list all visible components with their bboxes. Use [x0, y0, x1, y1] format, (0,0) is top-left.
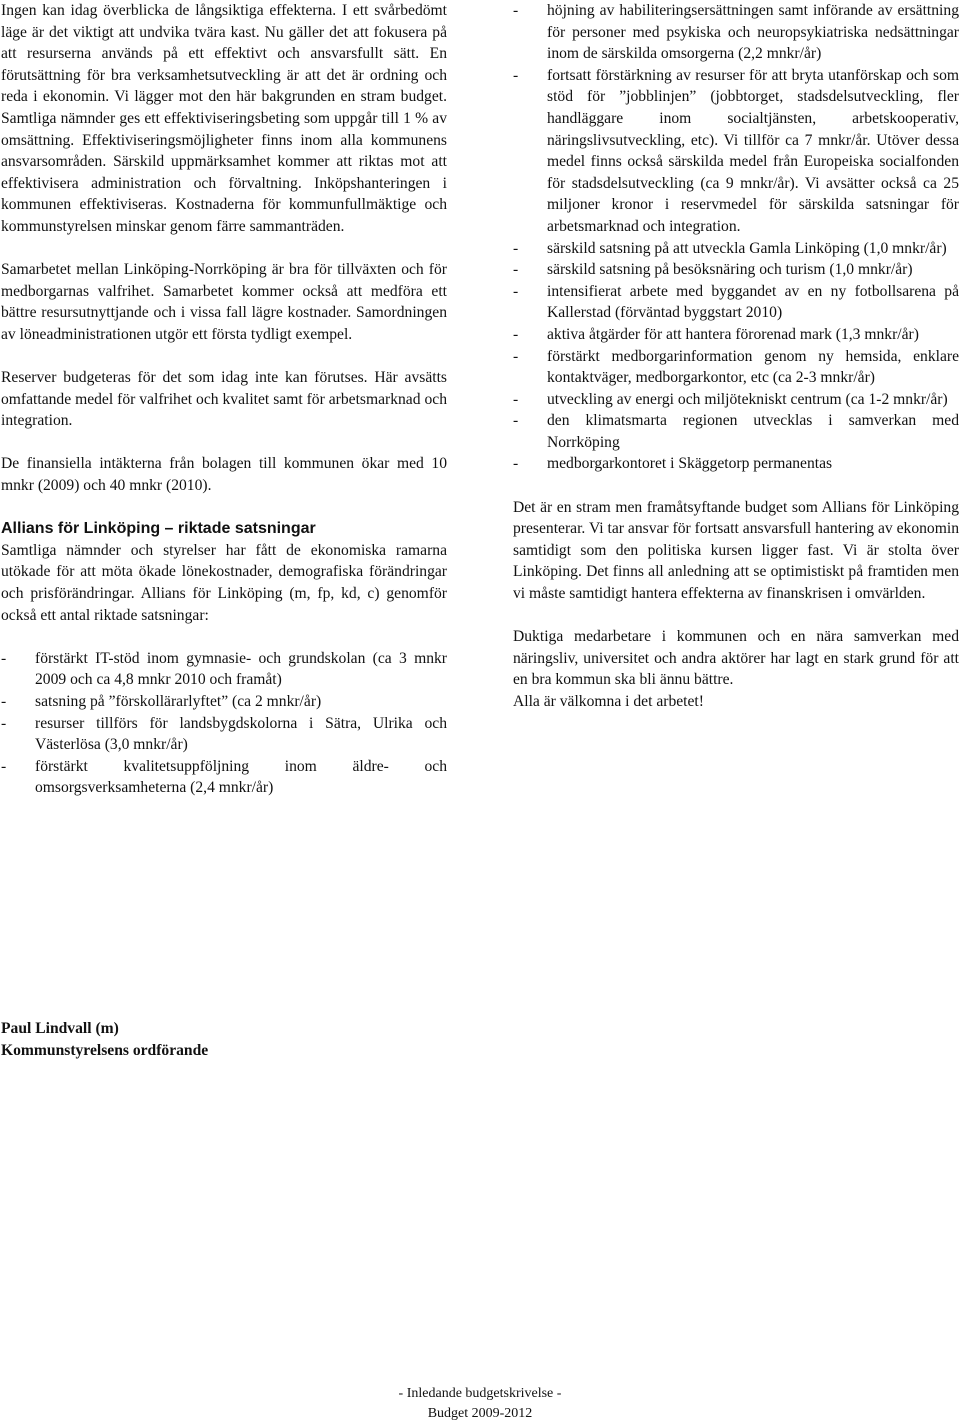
signature-title: Kommunstyrelsens ordförande: [1, 1041, 209, 1059]
paragraph: Samarbetet mellan Linköping-Norrköping är bra för tillväxten och för medborgarnas valfrihet. Samarbetet kommer också att medföra ett bättre resursutnyttjande och i vissa fall lägre kostnader. Samordningen av löneadministrationen utgör ett första tydligt exempel.: [1, 261, 447, 343]
list-item: [513, 410, 959, 453]
signature-name: Paul Lindvall (m): [1, 1020, 119, 1037]
list-item: [513, 0, 959, 65]
list-item: [513, 346, 959, 389]
list-marker: -: [513, 239, 519, 257]
list-marker: -: [513, 282, 519, 300]
paragraph: Det är en stram men framåtsyftande budget som Allians för Linköping presenterar. Vi tar ansvar för fortsatt ansvarsfull hantering av ekonomin samtidigt som den politiska kursen ligger fast. Vi är stolta över Linköping. Det finns all anledning att se optimistiskt på framtiden men vi måste samtidigt hantera effekterna av finanskrisen i omvärlden.: [513, 498, 959, 603]
list-marker: -: [1, 649, 7, 667]
list-marker: -: [513, 390, 519, 408]
list-item: [513, 238, 959, 260]
list-item: [513, 324, 959, 346]
list-item: [513, 389, 959, 411]
list-marker: -: [513, 261, 519, 279]
list-marker: -: [513, 66, 519, 84]
list-item-text: särskild satsning på besöksnäring och turism (1,0 mnkr/år): [547, 261, 913, 279]
list-item: [513, 259, 959, 281]
list-item: [1, 756, 447, 799]
list-marker: -: [1, 693, 7, 710]
right-column: [513, 0, 959, 713]
list-item: [513, 281, 959, 324]
list-item: [513, 65, 959, 238]
investment-list: [1, 648, 447, 799]
section-heading: Allians för Linköping – riktade satsningar: [1, 520, 316, 538]
list-item: [1, 691, 447, 713]
left-column: [1, 0, 447, 821]
page-footer: [0, 1384, 960, 1424]
closing-paragraph: Duktiga medarbetare i kommunen och en nära samverkan med näringsliv, universitet och andra aktörer har lagt en stark grund för att en bra kommun ska bli ännu bättre.: [513, 628, 959, 689]
list-item-text: den klimatsmarta regionen utvecklas i samverkan med Norrköping: [547, 412, 959, 451]
list-item: [513, 453, 959, 475]
list-marker: -: [1, 757, 7, 775]
list-marker: -: [513, 412, 519, 430]
paragraph: De finansiella intäkterna från bolagen till kommunen ökar med 10 mnkr (2009) och 40 mnkr (2010).: [1, 455, 447, 495]
list-item-text: aktiva åtgärder för att hantera förorenad mark (1,3 mnkr/år): [547, 325, 919, 343]
list-item-text: förstärkt kvalitetsuppföljning inom äldre- och omsorgsverksamheterna (2,4 mnkr/år): [35, 757, 447, 797]
list-item-text: fortsatt förstärkning av resurser för att bryta utanförskap och som stöd för ”jobblinjen” (jobbtorget, stadsdelsutveckling, fler handläggare inom socialtjänsten, arbetskooperativ, näringslivsutveckling, etc). Vi tillför ca 7 mnkr/år. Utöver dessa medel finns också särskilda medel från Europeiska socialfonden för stadsdelsutveckling (ca 9 mnkr/år). Vi avsätter också ca 25 miljoner kronor i reservmedel för särskilda satsningar för arbetsmarknad och integration.: [547, 66, 959, 235]
list-item-text: särskild satsning på att utveckla Gamla Linköping (1,0 mnkr/år): [547, 239, 947, 257]
list-marker: -: [513, 347, 519, 365]
list-item-text: höjning av habiliteringsersättningen samt införande av ersättning för personer med psykiska och neuropsykiatriska nedsättningar inom de särskilda omsorgerna (2,2 mnkr/år): [547, 2, 959, 63]
list-item: [1, 713, 447, 756]
list-marker: -: [513, 455, 519, 473]
list-item-text: förstärkt medborgarinformation genom ny hemsida, enklare kontaktväger, medborgarkontor, etc (ca 2-3 mnkr/år): [547, 347, 959, 387]
list-marker: -: [1, 714, 7, 732]
list-item-text: förstärkt IT-stöd inom gymnasie- och grundskolan (ca 3 mnkr 2009 och ca 4,8 mnkr 2010 och framåt): [35, 649, 447, 689]
list-item-text: intensifierat arbete med byggandet av en ny fotbollsarena på Kallerstad (förväntad byggstart 2010): [547, 282, 959, 322]
list-marker: -: [513, 325, 519, 343]
list-item-text: medborgarkontoret i Skäggetorp permanentas: [547, 455, 833, 473]
paragraph: Ingen kan idag överblicka de långsiktiga effekterna. I ett svårbedömt läge är det viktigt att undvika tvära kast. Nu gäller det att fokusera på att resurserna används på ett effektivt och ansvarsfullt sätt. En förutsättning för bra verksamhetsutveckling är att det är ordning och reda i ekonomin. Vi lägger mot den här bakgrunden en stram budget. Samtliga nämnder ges ett effektiviseringsbeting som uppgår till 1 % av omsättning. Effektiviseringsmöjligheter finns inom alla kommunens ansvarsområden. Särskild uppmärksamhet kommer att riktas mot att effektivisera administration och förvaltning. Inköpshanteringen i kommunen effektiviseras. Kostnaderna för kommunfullmäktige och kommunstyrelsen minskar genom färre sammanträden.: [1, 2, 447, 235]
paragraph: Reserver budgeteras för det som idag inte kan förutses. Här avsätts omfattande medel för valfrihet och kvalitet samt för arbetsmarknad och integration.: [1, 369, 447, 430]
signature: [1, 1018, 208, 1061]
footer-section-title: - Inledande budgetskrivelse -: [398, 1386, 562, 1401]
investment-list-continued: [513, 0, 959, 475]
closing-line: Alla är välkomna i det arbetet!: [513, 693, 704, 710]
list-item-text: resurser tillförs för landsbygdskolorna i Sätra, Ulrika och Västerlösa (3,0 mnkr/år): [35, 714, 447, 754]
footer-document-title: Budget 2009-2012: [427, 1406, 533, 1421]
section-intro: Samtliga nämnder och styrelser har fått de ekonomiska ramarna utökade för att möta ökade lönekostnader, demografiska förändringar och prisförändringar. Allians för Linköping (m, fp, kd, c) genomför också ett antal riktade satsningar:: [1, 541, 447, 624]
list-marker: -: [513, 2, 519, 19]
list-item: [1, 648, 447, 691]
list-item-text: satsning på ”förskollärarlyftet” (ca 2 mnkr/år): [35, 693, 322, 710]
list-item-text: utveckling av energi och miljötekniskt centrum (ca 1-2 mnkr/år): [547, 390, 948, 408]
